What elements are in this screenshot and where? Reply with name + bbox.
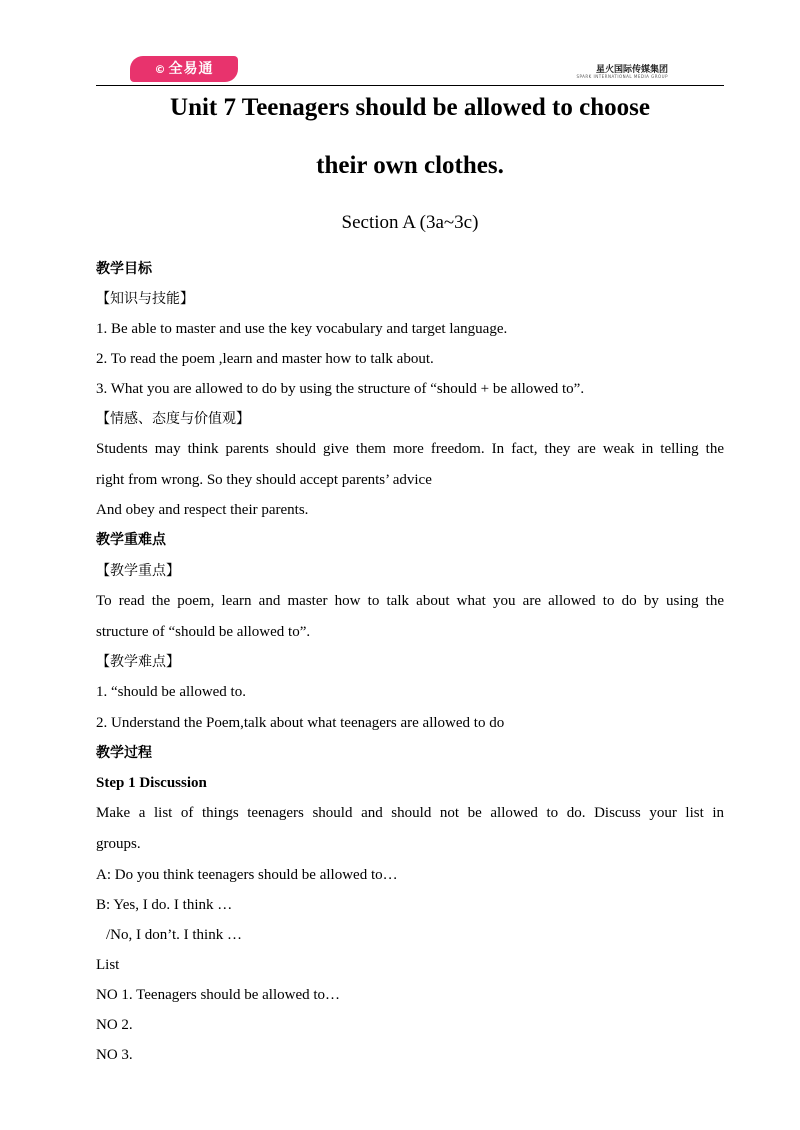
list-item-1: NO 1. Teenagers should be allowed to… (96, 987, 341, 1003)
difficult-point-2: 2. Understand the Poem,talk about what teenagers are allowed to do (96, 715, 505, 731)
dialog-line-a: A: Do you think teenagers should be allowed to… (96, 867, 398, 883)
subheading-difficult-points: 【教学难点】 (96, 654, 180, 670)
step-1-heading: Step 1 Discussion (96, 775, 207, 791)
publisher-logo (130, 56, 238, 82)
dialog-line-c: /No, I don’t. I think … (106, 927, 242, 943)
dialog-line-b: B: Yes, I do. I think … (96, 897, 233, 913)
page-header (96, 54, 724, 88)
section-heading-goals: 教学目标 (96, 261, 152, 277)
page-title-line-2: their own clothes. (316, 152, 504, 179)
brand-name-en: SPARK INTERNATIONAL MEDIA GROUP (576, 74, 668, 79)
goal-item-2: 2. To read the poem ,learn and master how to talk about. (96, 351, 434, 367)
list-item-2: NO 2. (96, 1017, 133, 1033)
section-heading-process: 教学过程 (96, 745, 152, 761)
goal-item-3: 3. What you are allowed to do by using the structure of “should + be allowed to”. (96, 381, 585, 397)
subheading-knowledge: 【知识与技能】 (96, 291, 194, 307)
header-divider (96, 85, 724, 86)
emotion-line-2: right from wrong. So they should accept parents’ advice (96, 472, 432, 488)
key-point-line-2: structure of “should be allowed to”. (96, 624, 311, 640)
emotion-line-3: And obey and respect their parents. (96, 502, 309, 518)
emotion-line-1: Students may think parents should give them more freedom. In fact, they are weak in telling the (96, 441, 724, 457)
section-heading-focus: 教学重难点 (96, 532, 166, 548)
list-label: List (96, 957, 120, 973)
page-title-line-1: Unit 7 Teenagers should be allowed to choose (170, 94, 650, 121)
difficult-point-1: 1. “should be allowed to. (96, 684, 246, 700)
step-1-instruction-line-2: groups. (96, 836, 141, 852)
subheading-key-points: 【教学重点】 (96, 563, 180, 579)
section-subtitle: Section A (3a~3c) (341, 212, 479, 233)
step-1-instruction-line-1: Make a list of things teenagers should and should not be allowed to do. Discuss your list in (96, 805, 724, 821)
logo-mark-icon: © (154, 63, 167, 76)
subheading-emotion: 【情感、态度与价值观】 (96, 411, 250, 427)
logo-text: 全易通 (168, 61, 214, 77)
list-item-3: NO 3. (96, 1047, 133, 1063)
brand-name-cn: 星火国际传媒集团 (595, 65, 668, 75)
goal-item-1: 1. Be able to master and use the key vocabulary and target language. (96, 321, 508, 337)
key-point-line-1: To read the poem, learn and master how to talk about what you are allowed to do by using the (96, 593, 724, 609)
